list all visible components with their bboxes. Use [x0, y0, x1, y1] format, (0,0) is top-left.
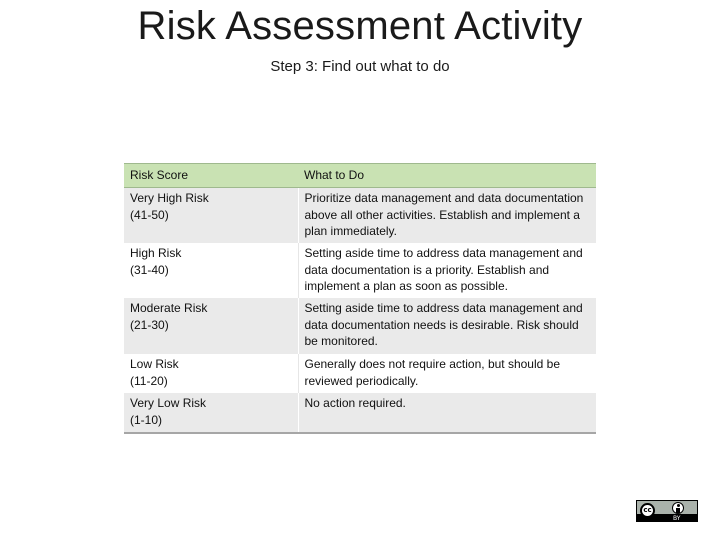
- header-risk-score: Risk Score: [124, 164, 298, 188]
- table-row: [124, 188, 596, 244]
- risk-range: (11-20): [130, 373, 168, 388]
- risk-range: (31-40): [130, 262, 169, 277]
- risk-range: (21-30): [130, 317, 169, 332]
- risk-level: Very High Risk: [130, 191, 209, 205]
- table-row: [124, 354, 596, 393]
- risk-score-cell: [124, 298, 298, 354]
- risk-score-cell: [124, 188, 298, 244]
- risk-level: Low Risk: [130, 357, 179, 371]
- creative-commons-by-icon[interactable]: [636, 500, 698, 522]
- by-label: BY: [673, 515, 681, 522]
- slide-subtitle: Step 3: Find out what to do: [270, 58, 450, 75]
- slide-title: Risk Assessment Activity: [137, 4, 583, 48]
- risk-range: (1-10): [130, 412, 163, 427]
- action-cell: Generally does not require action, but should be reviewed periodically.: [298, 354, 596, 393]
- risk-level: Moderate Risk: [130, 301, 208, 315]
- risk-range: (41-50): [130, 207, 169, 222]
- risk-level: High Risk: [130, 246, 182, 260]
- risk-level: Very Low Risk: [130, 396, 207, 410]
- table-row: [124, 298, 596, 354]
- attribution-person-icon: [672, 502, 684, 514]
- action-cell: Setting aside time to address data management and data documentation is a priority. Establish and implement a plan as soon as possible.: [298, 243, 596, 298]
- table-row: [124, 393, 596, 433]
- table-row: [124, 243, 596, 298]
- cc-icon: cc: [640, 503, 655, 518]
- header-what-to-do: What to Do: [298, 164, 596, 188]
- action-cell: Prioritize data management and data documentation above all other activities. Establish and implement a plan immediately.: [298, 188, 596, 244]
- table-header-row: [124, 164, 596, 188]
- action-cell: Setting aside time to address data management and data documentation needs is desirable. Risk should be monitored.: [298, 298, 596, 354]
- action-cell: No action required.: [298, 393, 596, 433]
- risk-score-cell: [124, 393, 298, 433]
- risk-score-cell: [124, 243, 298, 298]
- risk-score-cell: [124, 354, 298, 393]
- risk-table: [124, 163, 596, 434]
